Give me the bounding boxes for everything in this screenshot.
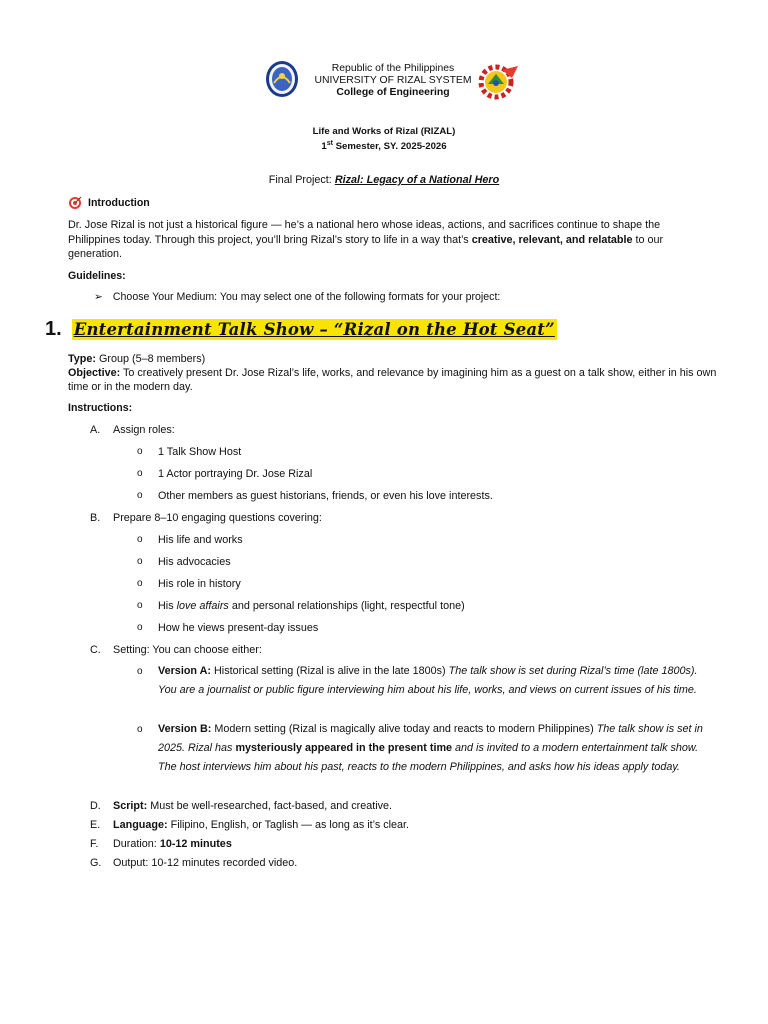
objective-label: Objective: (68, 367, 121, 379)
type-objective-block (68, 352, 718, 394)
script-text: Must be well-researched, fact-based, and creative. (147, 800, 393, 812)
republic-line: Republic of the Philippines (331, 63, 455, 74)
circle-bullet-icon: o (137, 490, 143, 501)
guideline-bullet (94, 291, 500, 303)
course-info (0, 126, 768, 153)
objective-value: To creatively present Dr. Jose Rizal’s life, works, and relevance by imagining him as a guest on a talk show, either in his own time or in the modern day. (68, 367, 717, 393)
script-label: Script: (113, 800, 148, 812)
circle-bullet-icon: o (137, 534, 143, 545)
final-project-line (0, 174, 768, 186)
arrow-bullet-icon: ➢ (94, 291, 103, 303)
final-project-prefix: Final Project: (268, 174, 335, 186)
list-letter: A. (90, 424, 101, 436)
sub-item-text: His advocacies (158, 556, 231, 568)
guidelines-heading: Guidelines: (68, 270, 126, 282)
circle-bullet-icon: o (137, 468, 143, 479)
list-letter: D. (90, 800, 101, 812)
section-heading (45, 318, 557, 341)
list-text: Assign roles: (113, 424, 175, 436)
circle-bullet-icon: o (137, 556, 143, 567)
guideline-text: Choose Your Medium: You may select one of the following formats for your project: (112, 291, 501, 303)
instructions-heading: Instructions: (68, 402, 133, 414)
intro-text-a: Dr. Jose Rizal is not just a historical figure — he’s a national hero whose ideas, actions, and sacrifices continue to shape the Philippines today. Through this project, you’ll bring Rizal’s story to life in a way that’s (68, 219, 661, 246)
language-text: Filipino, English, or Taglish — as long as it’s clear. (167, 819, 410, 831)
duration-value: 10-12 minutes (159, 838, 232, 850)
list-text (113, 818, 409, 832)
college-line: College of Engineering (336, 87, 450, 98)
objective-line (68, 366, 718, 394)
circle-bullet-icon: o (137, 446, 143, 457)
version-b-italic: The talk show is set in 2025. Rizal has (158, 723, 703, 754)
sub-item-text: His role in history (158, 578, 241, 590)
sub-item-text: Other members as guest historians, friends, or even his love interests. (158, 490, 493, 502)
list-letter: F. (90, 838, 99, 850)
college-gear-logo (474, 62, 522, 100)
circle-bullet-icon: o (137, 666, 143, 677)
version-a-italic: The talk show is set during Rizal’s time (late 1800s). You are a journalist or public figure interviewing him about his life, works, and views on current issues of his time. (158, 665, 698, 696)
target-icon (68, 196, 82, 210)
version-b-label: Version B: (158, 723, 212, 735)
semester-line (0, 138, 768, 153)
sub-item-text: 1 Actor portraying Dr. Jose Rizal (158, 468, 313, 480)
text-italic: love affairs (176, 600, 229, 612)
sub-item-text: His life and works (158, 534, 243, 546)
intro-text-bold: creative, relevant, and relatable (471, 233, 633, 246)
list-letter: C. (90, 644, 101, 656)
semester-text: Semester, SY. 2025-2026 (332, 141, 447, 153)
institution-header (300, 63, 486, 99)
version-b-desc: Modern setting (Rizal is magically alive today and reacts to modern Philippines) (211, 723, 597, 735)
section-title: Entertainment Talk Show – “Rizal on the Hot Seat” (73, 320, 555, 339)
list-letter: E. (90, 819, 101, 831)
list-text: Output: 10-12 minutes recorded video. (113, 857, 298, 869)
version-a-text (158, 662, 703, 700)
semester-number: 1 (321, 141, 327, 153)
circle-bullet-icon: o (137, 622, 143, 633)
list-letter: G. (90, 857, 102, 869)
list-text (113, 799, 392, 813)
list-text: Setting: You can choose either: (113, 644, 262, 656)
semester-suffix: st (326, 140, 333, 147)
circle-bullet-icon: o (137, 600, 143, 611)
type-line (68, 352, 718, 366)
university-seal-logo (264, 59, 300, 99)
university-line: UNIVERSITY OF RIZAL SYSTEM (314, 75, 472, 86)
version-a-desc: Historical setting (Rizal is alive in the late 1800s) (211, 665, 449, 677)
introduction-title: Introduction (88, 197, 150, 209)
sub-item-text: How he views present-day issues (158, 622, 319, 634)
introduction-heading (68, 196, 150, 210)
type-value: Group (5–8 members) (96, 353, 206, 365)
list-text (113, 837, 232, 851)
text-part: and personal relationships (light, respectful tone) (228, 600, 465, 612)
circle-bullet-icon: o (137, 724, 143, 735)
final-project-title: Rizal: Legacy of a National Hero (334, 174, 500, 186)
list-letter: B. (90, 512, 101, 524)
list-text: Prepare 8–10 engaging questions covering: (113, 512, 322, 524)
intro-text-b: to our generation. (68, 233, 664, 261)
language-label: Language: (113, 819, 168, 831)
duration-label: Duration: (113, 838, 160, 850)
introduction-paragraph (68, 218, 708, 262)
version-b-italic: and is invited to a modern entertainment talk show. The host interviews him about his past, reacts to the modern Philippines, and asks how his ideas apply today. (158, 742, 699, 773)
section-number: 1. (45, 318, 62, 340)
version-b-text (158, 720, 703, 777)
type-label: Type: (68, 353, 96, 365)
sub-item-text (158, 599, 465, 613)
sub-item-text: 1 Talk Show Host (158, 446, 242, 458)
version-b-bold: mysteriously appeared in the present time (235, 742, 453, 754)
circle-bullet-icon: o (137, 578, 143, 589)
text-part: His (158, 600, 177, 612)
version-a-label: Version A: (158, 665, 211, 677)
course-title: Life and Works of Rizal (RIZAL) (312, 126, 456, 137)
